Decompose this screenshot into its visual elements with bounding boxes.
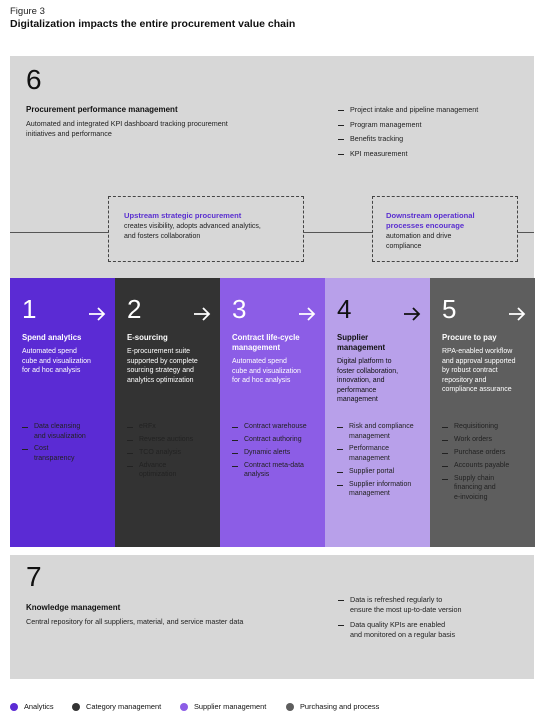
list-item <box>442 422 531 432</box>
stage-description <box>337 357 426 405</box>
text-line: Contract warehouse <box>244 423 307 430</box>
upstream-title: Upstream strategic procurement <box>124 211 242 220</box>
text-line: ensure the most up-to-date version <box>350 605 462 614</box>
legend-dot <box>10 703 18 711</box>
text-line: compliance <box>386 242 422 250</box>
text-line: optimization <box>139 471 177 479</box>
text-line: Supplier portal <box>349 467 395 475</box>
text-line: Accounts payable <box>454 461 510 469</box>
section-title: Procurement performance management <box>26 105 178 114</box>
downstream-box <box>372 196 518 262</box>
arrow-right-icon <box>87 304 107 324</box>
text-line: Purchase orders <box>454 448 506 456</box>
arrow-right-icon <box>297 304 317 324</box>
stage-description <box>232 357 321 386</box>
section-number: 6 <box>26 64 42 95</box>
list-item <box>127 448 216 458</box>
text-line: Risk and compliance <box>349 423 414 430</box>
text-line: for ad hoc analysis <box>22 367 81 375</box>
list-item <box>337 444 426 463</box>
list-item <box>22 444 111 463</box>
section-description <box>26 119 228 139</box>
text-line: by robust contract <box>442 367 498 375</box>
stage-description <box>127 347 216 385</box>
stage-1 <box>10 278 115 547</box>
stage-bullets <box>232 422 321 483</box>
text-line: Contract authoring <box>244 435 302 443</box>
legend-item-analytics <box>10 702 54 711</box>
upstream-box <box>108 196 304 262</box>
arrow-right-icon <box>192 304 212 324</box>
text-line: E-procurement suite <box>127 348 191 355</box>
text-line: transparency <box>34 455 75 463</box>
text-line: Dynamic alerts <box>244 448 291 456</box>
list-item <box>338 620 528 640</box>
text-line: Supplier information <box>349 480 412 488</box>
legend-item-supplier-management <box>180 702 266 711</box>
text-line: Requisitioning <box>454 423 498 430</box>
text-line: for ad hoc analysis <box>232 377 291 385</box>
text-line: TCO analysis <box>139 448 182 456</box>
stage-description <box>442 347 531 395</box>
text-line: sourcing strategy and <box>127 367 194 375</box>
legend-item-purchasing-and-process <box>286 702 379 711</box>
upstream-description <box>124 222 261 241</box>
text-line: analysis <box>244 471 270 479</box>
list-item <box>127 461 216 480</box>
text-line: innovation, and <box>337 377 385 385</box>
list-item <box>337 422 426 441</box>
stage-title <box>232 333 319 353</box>
text-line: management <box>349 455 390 463</box>
list-item: Project intake and pipeline management <box>338 105 528 115</box>
text-line: and monitored on a regular basis <box>350 629 456 639</box>
figure-label: Figure 3 <box>10 6 45 17</box>
text-line: Reverse auctions <box>139 435 194 443</box>
list-item: Benefits tracking <box>338 134 528 144</box>
section-title: Knowledge management <box>26 603 121 612</box>
section-number: 7 <box>26 561 42 592</box>
stage-number: 3 <box>232 294 247 324</box>
text-line: Cost <box>34 445 49 453</box>
stage-4 <box>325 278 430 547</box>
stage-bullets <box>337 422 426 502</box>
stage-bullets <box>442 422 531 506</box>
text-line: cube and visualization <box>232 367 301 375</box>
text-line: eRFx <box>139 423 156 430</box>
stage-bullets <box>127 422 216 483</box>
legend-dot <box>72 703 80 711</box>
text-line: creates visibility, adopts advanced analytics, <box>124 223 261 230</box>
list-item <box>442 448 531 458</box>
knowledge-bullets <box>338 595 528 644</box>
figure-title: Digitalization impacts the entire procurement value chain <box>10 18 296 30</box>
text-line: processes encourage <box>386 221 465 230</box>
list-item <box>337 480 426 499</box>
list-item <box>127 435 216 445</box>
text-line: Procure to pay <box>442 333 497 342</box>
legend-item-category-management <box>72 702 161 711</box>
text-line: Data cleansing <box>34 423 81 430</box>
text-line: Spend analytics <box>22 333 82 342</box>
list-item <box>232 448 321 458</box>
arrow-right-icon <box>507 304 527 324</box>
text-line: Automated and integrated KPI dashboard tracking procurement <box>26 119 228 128</box>
text-line: Automated spend <box>232 358 287 365</box>
text-line: management <box>349 432 390 440</box>
text-line: Contract life-cycle <box>232 333 300 342</box>
text-line: management <box>349 490 390 498</box>
arrow-right-icon <box>402 304 422 324</box>
list-item <box>442 435 531 445</box>
list-item <box>338 595 528 615</box>
list-item <box>442 461 531 471</box>
text-line: Contract meta-data <box>244 461 304 469</box>
text-line: initiatives and performance <box>26 129 112 138</box>
stage-number: 4 <box>337 294 352 324</box>
stage-number: 2 <box>127 294 142 324</box>
text-line: Downstream operational <box>386 211 475 220</box>
downstream-description <box>386 232 451 251</box>
text-line: E-sourcing <box>127 333 168 342</box>
list-item <box>442 474 531 503</box>
performance-management-panel <box>10 56 534 278</box>
text-line: financing and <box>454 484 496 492</box>
text-line: cube and visualization <box>22 357 91 365</box>
list-item <box>232 435 321 445</box>
text-line: and approval supported <box>442 357 516 365</box>
stage-bullets <box>22 422 111 467</box>
stage-5 <box>430 278 535 547</box>
text-line: and fosters collaboration <box>124 232 201 240</box>
stage-title <box>22 333 109 343</box>
text-line: RPA-enabled workflow <box>442 348 513 355</box>
text-line: management <box>232 343 281 352</box>
text-line: repository and <box>442 376 487 384</box>
stage-number: 5 <box>442 294 457 324</box>
text-line: management <box>337 343 386 352</box>
section-description: Central repository for all suppliers, material, and service master data <box>26 617 244 626</box>
text-line: Performance <box>349 445 390 453</box>
text-line: foster collaboration, <box>337 367 399 375</box>
stage-3 <box>220 278 325 547</box>
text-line: e-invoicing <box>454 493 488 501</box>
performance-bullets <box>338 105 528 163</box>
legend <box>10 702 540 716</box>
list-item: KPI measurement <box>338 149 528 159</box>
text-line: automation and drive <box>386 233 452 240</box>
list-item <box>22 422 111 441</box>
stage-title <box>127 333 214 343</box>
text-line: Purchasing and process <box>300 702 380 711</box>
text-line: performance <box>337 386 377 394</box>
text-line: Digital platform to <box>337 358 392 365</box>
text-line: analytics optimization <box>127 376 194 384</box>
text-line: Supplier management <box>194 702 267 711</box>
legend-dot <box>180 703 188 711</box>
stage-description <box>22 347 111 376</box>
list-item <box>127 422 216 432</box>
stage-title <box>337 333 424 353</box>
text-line: Automated spend <box>22 348 77 355</box>
text-line: compliance assurance <box>442 386 512 394</box>
list-item <box>337 467 426 477</box>
text-line: Advance <box>139 461 167 469</box>
text-line: Work orders <box>454 435 492 443</box>
list-item: Program management <box>338 120 528 130</box>
text-line: supported by complete <box>127 357 198 365</box>
text-line: Supplier <box>337 333 369 342</box>
stage-number: 1 <box>22 294 37 324</box>
text-line: Supply chain <box>454 474 495 482</box>
text-line: management <box>337 396 378 404</box>
stage-2 <box>115 278 220 547</box>
knowledge-management-panel <box>10 555 534 679</box>
text-line: Analytics <box>24 702 54 711</box>
stage-title <box>442 333 529 343</box>
legend-dot <box>286 703 294 711</box>
text-line: Category management <box>86 702 162 711</box>
text-line: Data is refreshed regularly to <box>350 595 443 604</box>
list-item <box>232 461 321 480</box>
text-line: Data quality KPIs are enabled <box>350 619 446 629</box>
downstream-title <box>386 211 475 231</box>
text-line: and visualization <box>34 432 86 440</box>
list-item <box>232 422 321 432</box>
